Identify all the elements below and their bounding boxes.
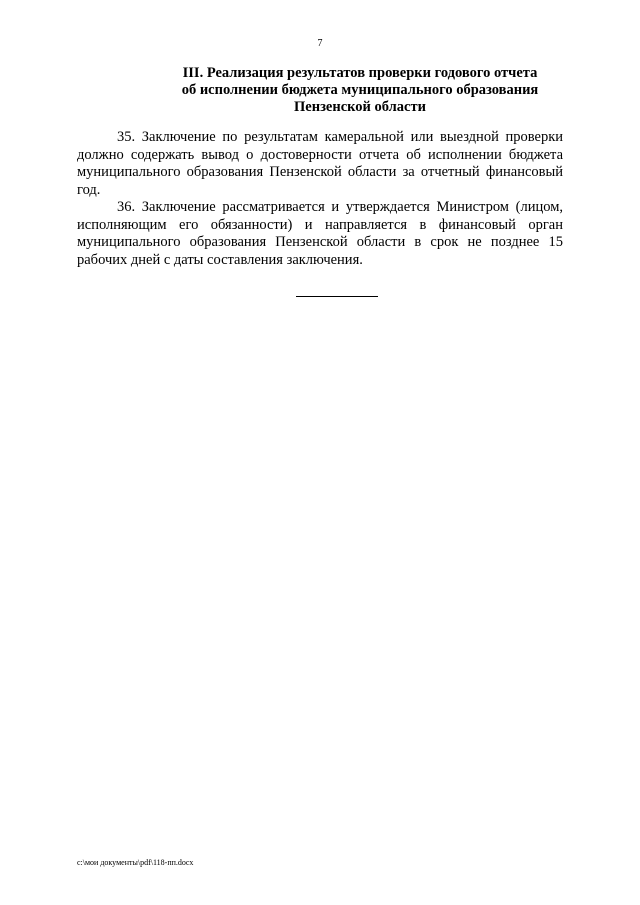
- footer-file-path: c:\мои документы\pdf\118-пп.docx: [77, 858, 194, 867]
- end-separator-line: [296, 296, 378, 297]
- section-title-line-3: Пензенской области: [294, 99, 426, 115]
- section-title-line-2: об исполнении бюджета муниципального образования: [181, 82, 539, 98]
- body-text: [77, 129, 563, 269]
- paragraph-35: 35. Заключение по результатам камеральной или выездной проверки должно содержать вывод о достоверности отчета об исполнении бюджета муниципального образования Пензенской области за отчетный финансовый год.: [77, 129, 563, 198]
- paragraph-36: 36. Заключение рассматривается и утверждается Министром (лицом, исполняющим его обязанности) и направляется в финансовый орган муниципального образования Пензенской области в срок не позднее 15 рабочих дней с даты составления заключения.: [77, 199, 563, 268]
- section-title-line-1: III. Реализация результатов проверки годового отчета: [182, 65, 538, 81]
- section-title: [170, 65, 550, 116]
- page-number: 7: [317, 38, 323, 49]
